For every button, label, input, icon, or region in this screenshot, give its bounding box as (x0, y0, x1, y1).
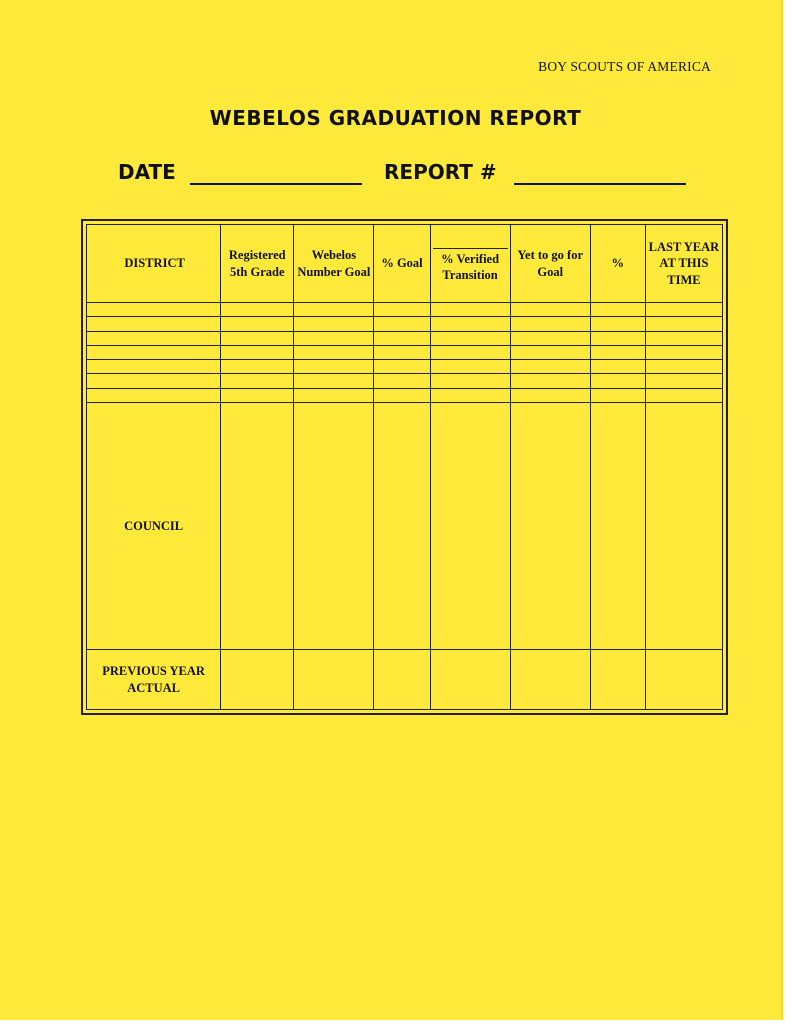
table-cell[interactable] (221, 317, 294, 331)
table-cell[interactable] (87, 388, 221, 402)
table-cell[interactable] (510, 331, 590, 345)
column-header-percent-goal: % Goal (374, 225, 430, 303)
table-cell[interactable] (645, 317, 722, 331)
table-cell[interactable] (374, 345, 430, 359)
table-cell[interactable] (294, 331, 374, 345)
table-cell[interactable] (294, 403, 374, 650)
table-cell[interactable] (87, 317, 221, 331)
table-cell[interactable] (430, 650, 510, 710)
report-table (86, 224, 723, 710)
table-cell[interactable] (294, 303, 374, 317)
table-cell[interactable] (645, 388, 722, 402)
table-cell[interactable] (221, 331, 294, 345)
table-cell[interactable] (221, 650, 294, 710)
table-cell[interactable] (430, 345, 510, 359)
form-title: WEBELOS GRADUATION REPORT (209, 106, 582, 130)
table-cell[interactable] (645, 360, 722, 374)
column-header-district: DISTRICT (87, 225, 221, 303)
table-cell[interactable] (645, 374, 722, 388)
previous-year-row (87, 650, 723, 710)
table-cell[interactable] (374, 388, 430, 402)
column-header-verified-transition-text: % Verified Transition (433, 248, 508, 284)
table-header-row (87, 225, 723, 303)
table-cell[interactable] (590, 360, 645, 374)
table-cell[interactable] (645, 403, 722, 650)
table-row (87, 331, 723, 345)
previous-year-row-label: PREVIOUS YEAR ACTUAL (87, 650, 221, 710)
column-header-last-year: LAST YEAR AT THIS TIME (645, 225, 722, 303)
column-header-percent: % (590, 225, 645, 303)
table-cell[interactable] (645, 650, 722, 710)
table-cell[interactable] (430, 317, 510, 331)
table-cell[interactable] (87, 303, 221, 317)
table-cell[interactable] (221, 374, 294, 388)
date-field-line[interactable] (190, 183, 362, 185)
table-cell[interactable] (374, 331, 430, 345)
table-cell[interactable] (221, 403, 294, 650)
table-cell[interactable] (510, 345, 590, 359)
table-cell[interactable] (374, 303, 430, 317)
table-cell[interactable] (221, 388, 294, 402)
table-cell[interactable] (430, 360, 510, 374)
table-cell[interactable] (645, 303, 722, 317)
column-header-registered: Registered 5th Grade (221, 225, 294, 303)
table-cell[interactable] (510, 317, 590, 331)
council-row-label: COUNCIL (87, 403, 221, 650)
table-cell[interactable] (294, 360, 374, 374)
table-cell[interactable] (590, 303, 645, 317)
table-cell[interactable] (430, 403, 510, 650)
table-cell[interactable] (221, 360, 294, 374)
table-row (87, 388, 723, 402)
table-cell[interactable] (430, 331, 510, 345)
table-cell[interactable] (510, 303, 590, 317)
table-cell[interactable] (590, 388, 645, 402)
table-cell[interactable] (590, 403, 645, 650)
column-header-number-goal: Webelos Number Goal (294, 225, 374, 303)
table-cell[interactable] (87, 331, 221, 345)
table-cell[interactable] (510, 388, 590, 402)
table-cell[interactable] (374, 317, 430, 331)
table-cell[interactable] (430, 388, 510, 402)
table-cell[interactable] (294, 388, 374, 402)
report-number-label: REPORT # (384, 160, 497, 184)
table-row (87, 345, 723, 359)
table-cell[interactable] (221, 345, 294, 359)
table-cell[interactable] (510, 650, 590, 710)
table-cell[interactable] (374, 374, 430, 388)
report-table-frame (81, 219, 728, 715)
column-header-yet-to-go: Yet to go for Goal (510, 225, 590, 303)
table-row (87, 360, 723, 374)
table-cell[interactable] (221, 303, 294, 317)
organization-name: BOY SCOUTS OF AMERICA (538, 59, 711, 74)
table-cell[interactable] (510, 374, 590, 388)
table-cell[interactable] (294, 374, 374, 388)
table-cell[interactable] (87, 360, 221, 374)
table-cell[interactable] (374, 403, 430, 650)
table-cell[interactable] (430, 303, 510, 317)
table-cell[interactable] (430, 374, 510, 388)
table-cell[interactable] (645, 331, 722, 345)
table-cell[interactable] (87, 345, 221, 359)
table-row (87, 374, 723, 388)
table-cell[interactable] (294, 317, 374, 331)
table-cell[interactable] (590, 345, 645, 359)
council-row (87, 403, 723, 650)
table-row (87, 303, 723, 317)
table-cell[interactable] (590, 650, 645, 710)
table-cell[interactable] (374, 360, 430, 374)
table-cell[interactable] (510, 403, 590, 650)
column-header-verified-transition (430, 225, 510, 303)
table-cell[interactable] (590, 374, 645, 388)
table-cell[interactable] (590, 317, 645, 331)
table-cell[interactable] (87, 374, 221, 388)
table-cell[interactable] (645, 345, 722, 359)
table-cell[interactable] (294, 650, 374, 710)
report-number-field-line[interactable] (514, 183, 686, 185)
table-row (87, 317, 723, 331)
table-cell[interactable] (294, 345, 374, 359)
table-cell[interactable] (510, 360, 590, 374)
table-cell[interactable] (374, 650, 430, 710)
table-cell[interactable] (590, 331, 645, 345)
date-label: DATE (118, 160, 176, 184)
